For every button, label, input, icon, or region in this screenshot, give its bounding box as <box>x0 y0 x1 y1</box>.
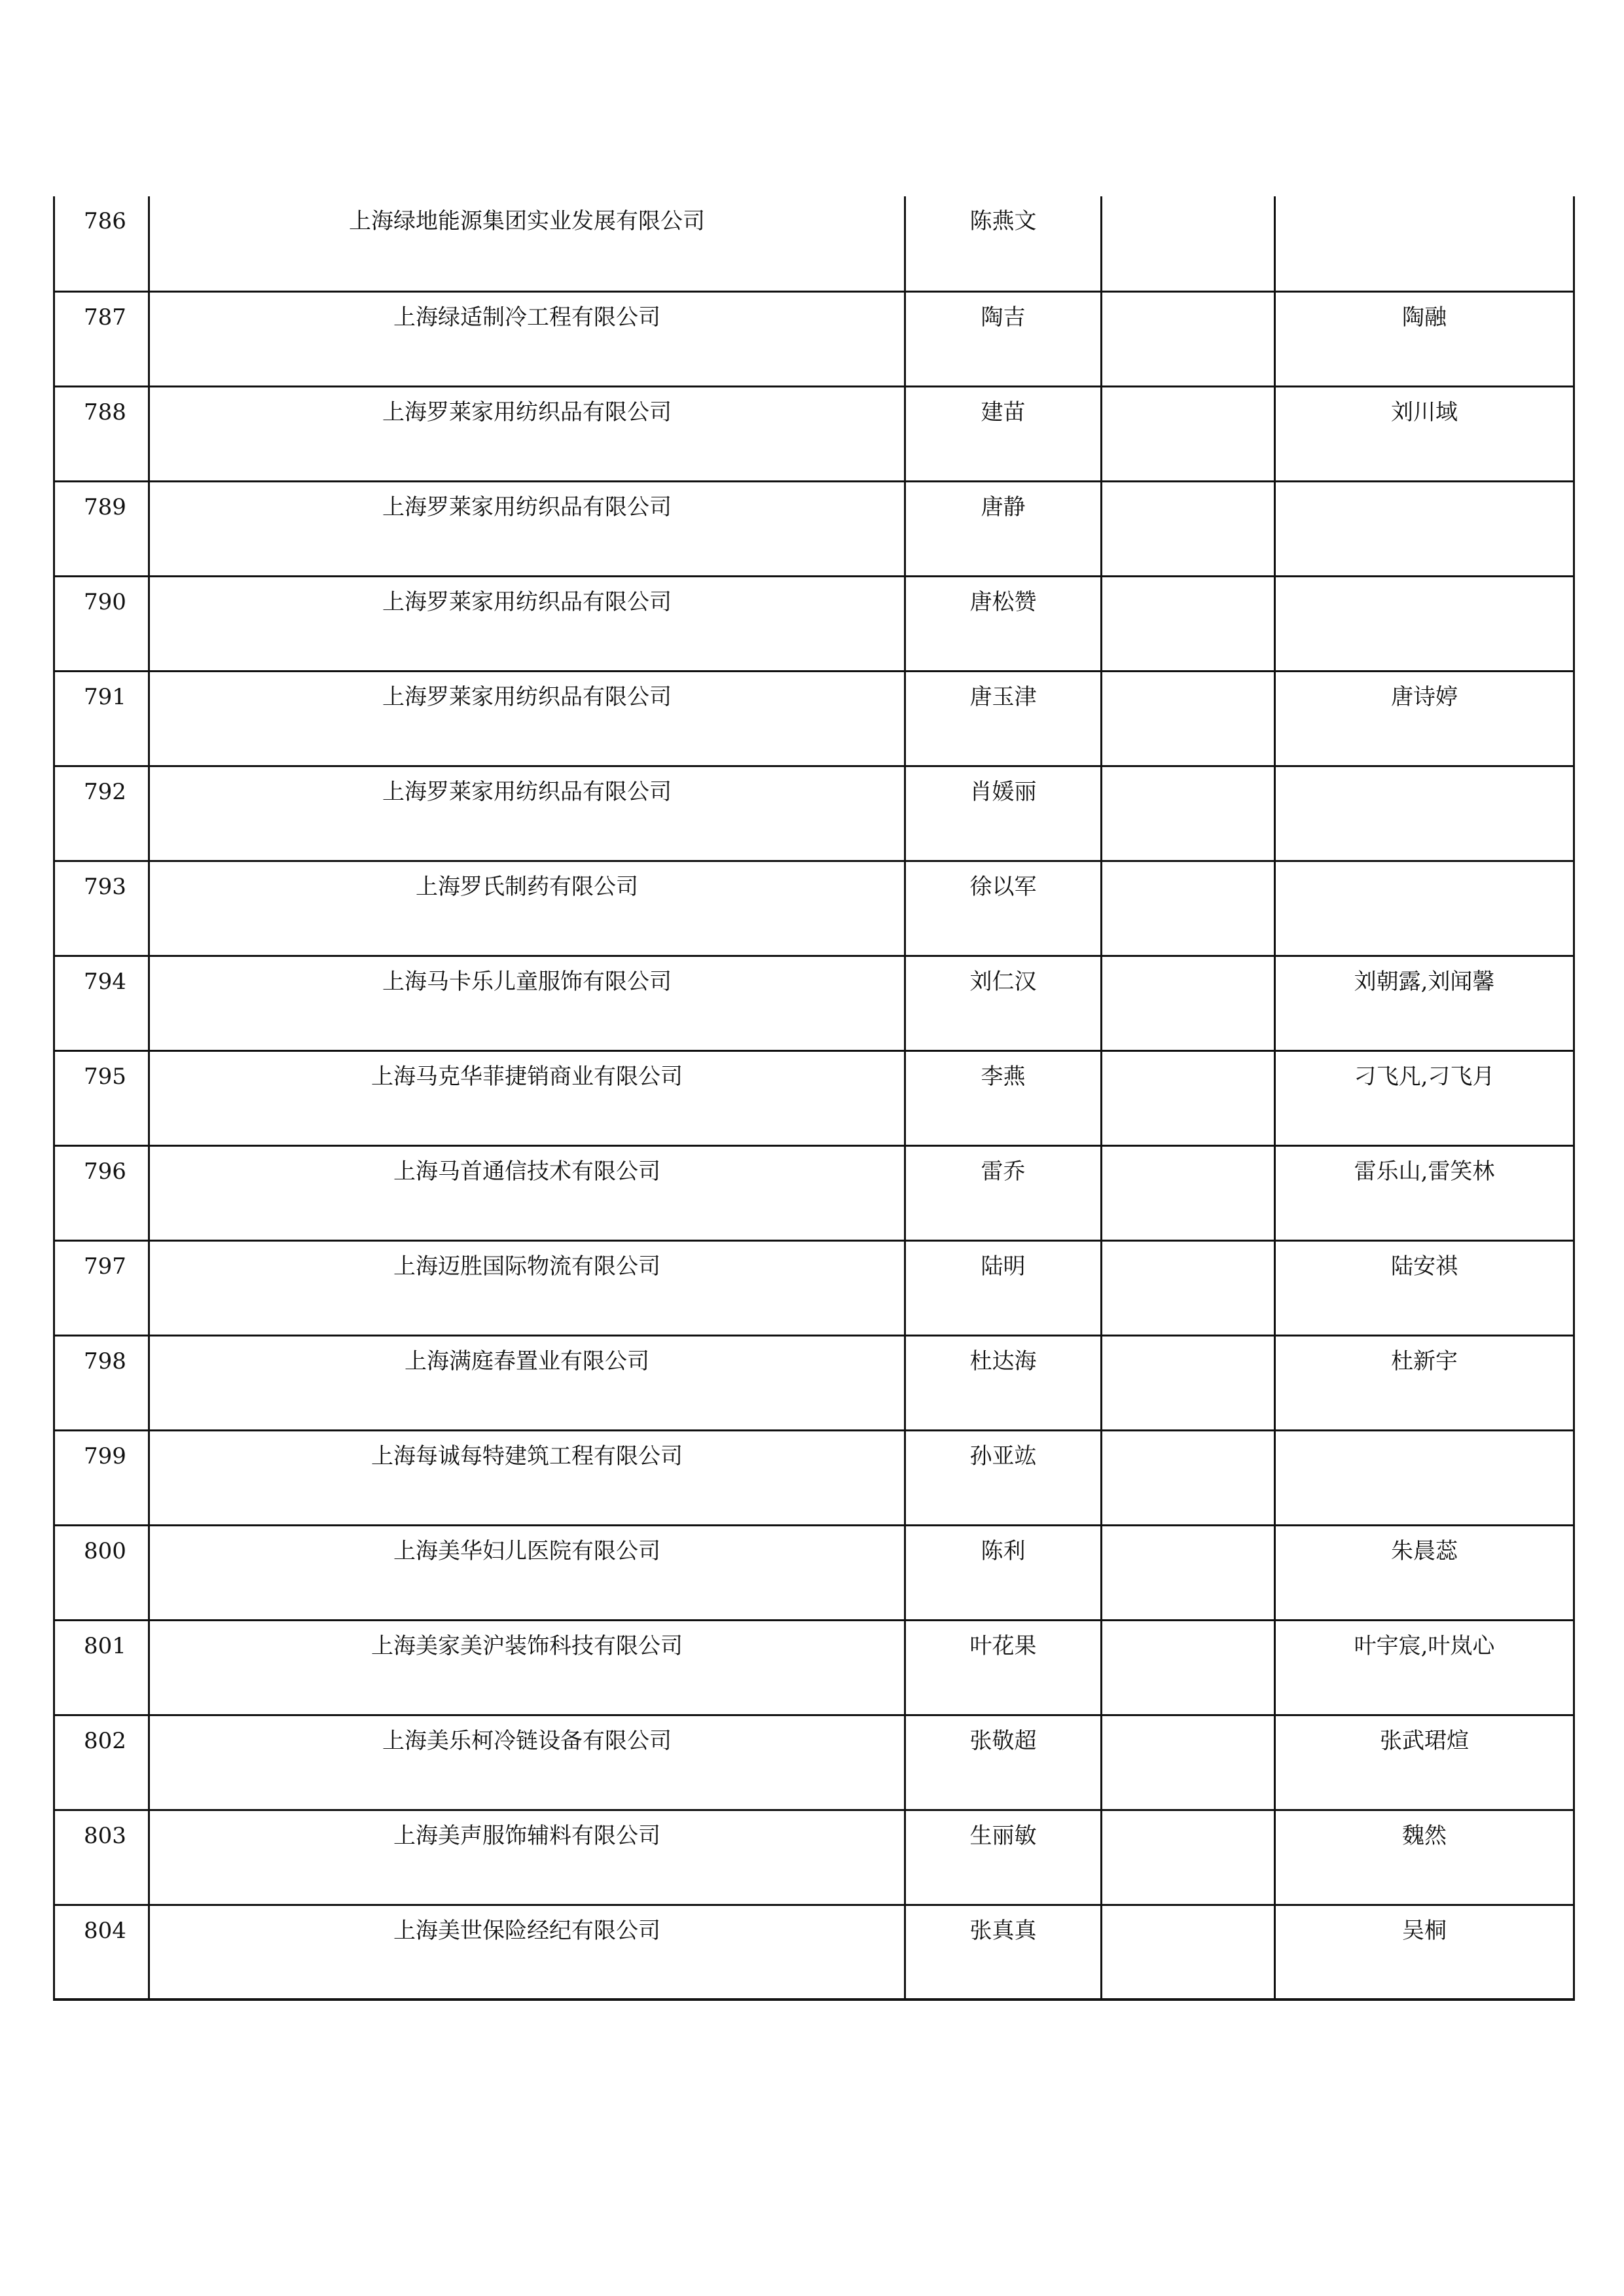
person-name-cell: 建苗 <box>905 386 1102 481</box>
blank-cell <box>1102 671 1275 766</box>
table-row <box>54 1240 1574 1335</box>
family-member-cell <box>1275 576 1574 671</box>
family-member-cell: 张武珺煊 <box>1275 1715 1574 1810</box>
table-row <box>54 861 1574 956</box>
row-number-cell: 800 <box>54 1525 149 1620</box>
blank-cell <box>1102 861 1275 956</box>
roster-table-body <box>54 196 1574 2000</box>
company-name-cell: 上海马克华菲捷销商业有限公司 <box>149 1050 905 1145</box>
blank-cell <box>1102 1905 1275 2000</box>
row-number-cell: 790 <box>54 576 149 671</box>
person-name-cell: 刘仁汉 <box>905 956 1102 1050</box>
family-member-cell: 陶融 <box>1275 291 1574 386</box>
roster-table <box>53 196 1575 2001</box>
person-name-cell: 陆明 <box>905 1240 1102 1335</box>
company-name-cell: 上海美华妇儿医院有限公司 <box>149 1525 905 1620</box>
row-number-cell: 788 <box>54 386 149 481</box>
person-name-cell: 陶吉 <box>905 291 1102 386</box>
table-row <box>54 386 1574 481</box>
family-member-cell: 刘朝露,刘闻馨 <box>1275 956 1574 1050</box>
family-member-cell: 刘川域 <box>1275 386 1574 481</box>
person-name-cell: 雷乔 <box>905 1145 1102 1240</box>
company-name-cell: 上海罗莱家用纺织品有限公司 <box>149 671 905 766</box>
person-name-cell: 李燕 <box>905 1050 1102 1145</box>
table-row <box>54 1620 1574 1715</box>
table-row <box>54 576 1574 671</box>
table-row <box>54 766 1574 861</box>
row-number-cell: 803 <box>54 1810 149 1905</box>
blank-cell <box>1102 1430 1275 1525</box>
row-number-cell: 801 <box>54 1620 149 1715</box>
blank-cell <box>1102 956 1275 1050</box>
table-row <box>54 481 1574 576</box>
table-row <box>54 1905 1574 2000</box>
row-number-cell: 796 <box>54 1145 149 1240</box>
person-name-cell: 张真真 <box>905 1905 1102 2000</box>
company-name-cell: 上海美乐柯冷链设备有限公司 <box>149 1715 905 1810</box>
table-row <box>54 1050 1574 1145</box>
blank-cell <box>1102 1620 1275 1715</box>
table-row <box>54 196 1574 291</box>
person-name-cell: 徐以军 <box>905 861 1102 956</box>
person-name-cell: 唐静 <box>905 481 1102 576</box>
blank-cell <box>1102 1335 1275 1430</box>
row-number-cell: 797 <box>54 1240 149 1335</box>
company-name-cell: 上海迈胜国际物流有限公司 <box>149 1240 905 1335</box>
company-name-cell: 上海美世保险经纪有限公司 <box>149 1905 905 2000</box>
row-number-cell: 787 <box>54 291 149 386</box>
row-number-cell: 795 <box>54 1050 149 1145</box>
company-name-cell: 上海罗莱家用纺织品有限公司 <box>149 766 905 861</box>
company-name-cell: 上海马首通信技术有限公司 <box>149 1145 905 1240</box>
person-name-cell: 陈燕文 <box>905 196 1102 291</box>
blank-cell <box>1102 766 1275 861</box>
company-name-cell: 上海每诚每特建筑工程有限公司 <box>149 1430 905 1525</box>
person-name-cell: 生丽敏 <box>905 1810 1102 1905</box>
blank-cell <box>1102 1240 1275 1335</box>
company-name-cell: 上海罗氏制药有限公司 <box>149 861 905 956</box>
person-name-cell: 唐松赞 <box>905 576 1102 671</box>
blank-cell <box>1102 196 1275 291</box>
row-number-cell: 794 <box>54 956 149 1050</box>
row-number-cell: 798 <box>54 1335 149 1430</box>
family-member-cell: 雷乐山,雷笑林 <box>1275 1145 1574 1240</box>
blank-cell <box>1102 386 1275 481</box>
company-name-cell: 上海美家美沪装饰科技有限公司 <box>149 1620 905 1715</box>
company-name-cell: 上海满庭春置业有限公司 <box>149 1335 905 1430</box>
row-number-cell: 792 <box>54 766 149 861</box>
company-name-cell: 上海罗莱家用纺织品有限公司 <box>149 576 905 671</box>
blank-cell <box>1102 1525 1275 1620</box>
row-number-cell: 786 <box>54 196 149 291</box>
person-name-cell: 张敬超 <box>905 1715 1102 1810</box>
row-number-cell: 802 <box>54 1715 149 1810</box>
blank-cell <box>1102 1715 1275 1810</box>
table-row <box>54 1715 1574 1810</box>
company-name-cell: 上海绿地能源集团实业发展有限公司 <box>149 196 905 291</box>
person-name-cell: 杜达海 <box>905 1335 1102 1430</box>
family-member-cell: 陆安祺 <box>1275 1240 1574 1335</box>
company-name-cell: 上海美声服饰辅料有限公司 <box>149 1810 905 1905</box>
blank-cell <box>1102 481 1275 576</box>
company-name-cell: 上海罗莱家用纺织品有限公司 <box>149 386 905 481</box>
family-member-cell: 朱晨蕊 <box>1275 1525 1574 1620</box>
table-row <box>54 1525 1574 1620</box>
row-number-cell: 793 <box>54 861 149 956</box>
table-row <box>54 1335 1574 1430</box>
family-member-cell: 叶宇宸,叶岚心 <box>1275 1620 1574 1715</box>
family-member-cell: 唐诗婷 <box>1275 671 1574 766</box>
family-member-cell <box>1275 196 1574 291</box>
table-row <box>54 291 1574 386</box>
table-row <box>54 956 1574 1050</box>
person-name-cell: 孙亚竑 <box>905 1430 1102 1525</box>
blank-cell <box>1102 1050 1275 1145</box>
row-number-cell: 799 <box>54 1430 149 1525</box>
family-member-cell: 魏然 <box>1275 1810 1574 1905</box>
company-name-cell: 上海绿适制冷工程有限公司 <box>149 291 905 386</box>
company-name-cell: 上海罗莱家用纺织品有限公司 <box>149 481 905 576</box>
person-name-cell: 唐玉津 <box>905 671 1102 766</box>
table-row <box>54 1430 1574 1525</box>
person-name-cell: 陈利 <box>905 1525 1102 1620</box>
person-name-cell: 叶花果 <box>905 1620 1102 1715</box>
company-name-cell: 上海马卡乐儿童服饰有限公司 <box>149 956 905 1050</box>
family-member-cell: 杜新宇 <box>1275 1335 1574 1430</box>
blank-cell <box>1102 576 1275 671</box>
blank-cell <box>1102 291 1275 386</box>
family-member-cell <box>1275 1430 1574 1525</box>
blank-cell <box>1102 1810 1275 1905</box>
family-member-cell <box>1275 766 1574 861</box>
row-number-cell: 789 <box>54 481 149 576</box>
person-name-cell: 肖媛丽 <box>905 766 1102 861</box>
blank-cell <box>1102 1145 1275 1240</box>
family-member-cell: 吴桐 <box>1275 1905 1574 2000</box>
row-number-cell: 804 <box>54 1905 149 2000</box>
family-member-cell <box>1275 481 1574 576</box>
table-row <box>54 1145 1574 1240</box>
family-member-cell: 刁飞凡,刁飞月 <box>1275 1050 1574 1145</box>
family-member-cell <box>1275 861 1574 956</box>
table-row <box>54 1810 1574 1905</box>
table-row <box>54 671 1574 766</box>
row-number-cell: 791 <box>54 671 149 766</box>
